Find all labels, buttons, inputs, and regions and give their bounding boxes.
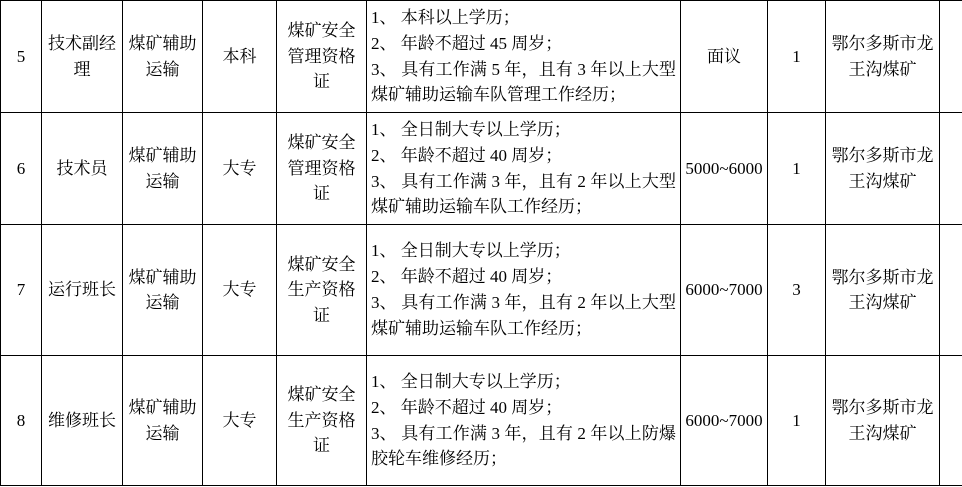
requirement-line: 3、 具有工作满 5 年，且有 3 年以上大型煤矿辅助运输车队管理工作经历；	[371, 59, 676, 105]
cell-salary: 面议	[681, 1, 768, 113]
requirement-line: 2、 年龄不超过 40 周岁；	[371, 267, 563, 287]
cell-no: 8	[1, 356, 42, 486]
cell-workplace: 鄂尔多斯市龙王沟煤矿	[826, 225, 940, 356]
cell-certificate: 煤矿安全生产资格证	[277, 356, 367, 486]
cell-education: 大专	[203, 356, 277, 486]
cell-education: 本科	[203, 1, 277, 113]
cell-workplace: 鄂尔多斯市龙王沟煤矿	[826, 1, 940, 113]
cell-requirements	[367, 1, 681, 113]
requirement-line: 3、 具有工作满 3 年，且有 2 年以上防爆胶轮车维修经历；	[371, 423, 676, 469]
cell-post: 运行班长	[42, 225, 123, 356]
cell-department: 煤矿辅助运输	[123, 225, 203, 356]
cell-salary: 6000~7000	[681, 356, 768, 486]
table-row	[1, 1, 962, 113]
requirement-line: 1、 全日制大专以上学历；	[371, 119, 571, 139]
requirement-line: 1、 全日制大专以上学历；	[371, 241, 571, 261]
cell-extra	[940, 113, 962, 225]
cell-extra	[940, 225, 962, 356]
cell-department: 煤矿辅助运输	[123, 356, 203, 486]
cell-certificate: 煤矿安全生产资格证	[277, 225, 367, 356]
cell-no: 7	[1, 225, 42, 356]
cell-department: 煤矿辅助运输	[123, 1, 203, 113]
cell-education: 大专	[203, 113, 277, 225]
cell-requirements	[367, 225, 681, 356]
requirement-line: 2、 年龄不超过 40 周岁；	[371, 145, 563, 165]
table-row	[1, 356, 962, 486]
cell-post: 技术副经理	[42, 1, 123, 113]
cell-post: 维修班长	[42, 356, 123, 486]
cell-salary: 5000~6000	[681, 113, 768, 225]
cell-count: 3	[768, 225, 826, 356]
requirement-line: 3、 具有工作满 3 年，且有 2 年以上大型煤矿辅助运输车队工作经历；	[371, 171, 676, 217]
cell-count: 1	[768, 356, 826, 486]
cell-extra	[940, 356, 962, 486]
cell-post: 技术员	[42, 113, 123, 225]
cell-requirements	[367, 113, 681, 225]
requirement-line: 1、 全日制大专以上学历；	[371, 371, 571, 391]
table-row	[1, 225, 962, 356]
table-row	[1, 113, 962, 225]
cell-no: 5	[1, 1, 42, 113]
requirement-line: 2、 年龄不超过 40 周岁；	[371, 397, 563, 417]
cell-department: 煤矿辅助运输	[123, 113, 203, 225]
cell-no: 6	[1, 113, 42, 225]
cell-count: 1	[768, 1, 826, 113]
requirement-line: 2、 年龄不超过 45 周岁；	[371, 33, 563, 53]
cell-workplace: 鄂尔多斯市龙王沟煤矿	[826, 113, 940, 225]
cell-count: 1	[768, 113, 826, 225]
cell-certificate: 煤矿安全管理资格证	[277, 113, 367, 225]
requirement-line: 1、 本科以上学历；	[371, 7, 520, 27]
cell-workplace: 鄂尔多斯市龙王沟煤矿	[826, 356, 940, 486]
cell-requirements	[367, 356, 681, 486]
cell-salary: 6000~7000	[681, 225, 768, 356]
cell-extra	[940, 1, 962, 113]
cell-certificate: 煤矿安全管理资格证	[277, 1, 367, 113]
cell-education: 大专	[203, 225, 277, 356]
requirement-line: 3、 具有工作满 3 年，且有 2 年以上大型煤矿辅助运输车队工作经历；	[371, 293, 676, 338]
